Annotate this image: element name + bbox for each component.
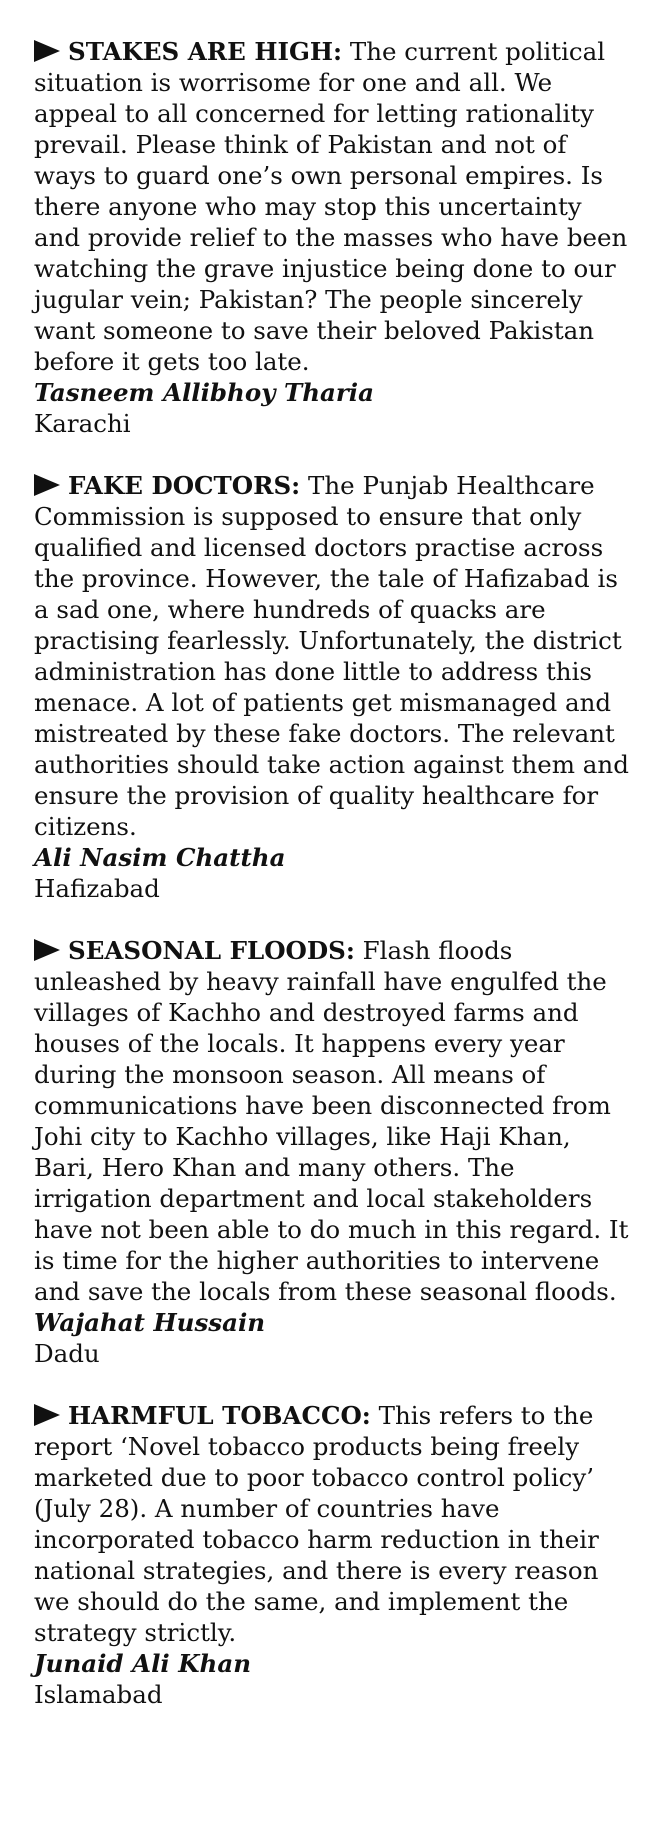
letter-heading: SEASONAL FLOODS:	[68, 936, 355, 965]
letter-stakes-are-high	[34, 36, 634, 439]
right-triangle-icon	[34, 40, 60, 62]
letter-author: Junaid Ali Khan	[34, 1649, 252, 1678]
letter-text	[34, 935, 634, 1307]
letter-body: The current political situation is worrisome for one and all. We appeal to all concerned for letting rationality prevail. Please think of Pakistan and not of ways to guard one’s own personal empires. Is there anyone who may stop this uncertainty and provide relief to the masses who have been watching the grave injustice being done to our jugular vein; Pakistan? The people sincerely want someone to save their beloved Pakistan before it gets too late.	[34, 37, 628, 376]
letter-fake-doctors	[34, 470, 634, 904]
letter-city: Dadu	[34, 1339, 100, 1368]
letter-heading: STAKES ARE HIGH:	[68, 37, 343, 66]
letter-heading: HARMFUL TOBACCO:	[68, 1401, 371, 1430]
right-triangle-icon	[34, 474, 60, 496]
letter-text	[34, 470, 634, 842]
right-triangle-icon	[34, 1404, 60, 1426]
letter-seasonal-floods	[34, 935, 634, 1369]
letter-city: Hafizabad	[34, 874, 160, 903]
letter-city: Karachi	[34, 409, 131, 438]
letter-text	[34, 36, 634, 377]
letter-body: The Punjab Healthcare Commission is supposed to ensure that only qualified and licensed doctors practise across the province. However, the tale of Hafizabad is a sad one, where hundreds of quacks are practising fearlessly. Unfortunately, the district administration has done little to address this menace. A lot of patients get mismanaged and mistreated by these fake doctors. The relevant authorities should take action against them and ensure the provision of quality healthcare for citizens.	[34, 471, 629, 841]
letter-body: Flash floods unleashed by heavy rainfall have engulfed the villages of Kachho and destroyed farms and houses of the locals. It happens every year during the monsoon season. All means of communications have been disconnected from Johi city to Kachho villages, like Haji Khan, Bari, Hero Khan and many others. The irrigation department and local stakeholders have not been able to do much in this regard. It is time for the higher authorities to intervene and save the locals from these seasonal floods.	[34, 936, 629, 1306]
letters-column	[34, 36, 634, 1710]
letter-body: This refers to the report ‘Novel tobacco products being freely marketed due to poor tobacco control policy’ (July 28). A number of countries have incorporated tobacco harm reduction in their national strategies, and there is every reason we should do the same, and implement the strategy strictly.	[34, 1401, 599, 1647]
letter-text	[34, 1400, 634, 1648]
letter-author: Ali Nasim Chattha	[34, 843, 286, 872]
letter-harmful-tobacco	[34, 1400, 634, 1710]
letter-heading: FAKE DOCTORS:	[68, 471, 301, 500]
letter-author: Tasneem Allibhoy Tharia	[34, 378, 374, 407]
letter-city: Islamabad	[34, 1680, 163, 1709]
right-triangle-icon	[34, 939, 60, 961]
letter-author: Wajahat Hussain	[34, 1308, 266, 1337]
